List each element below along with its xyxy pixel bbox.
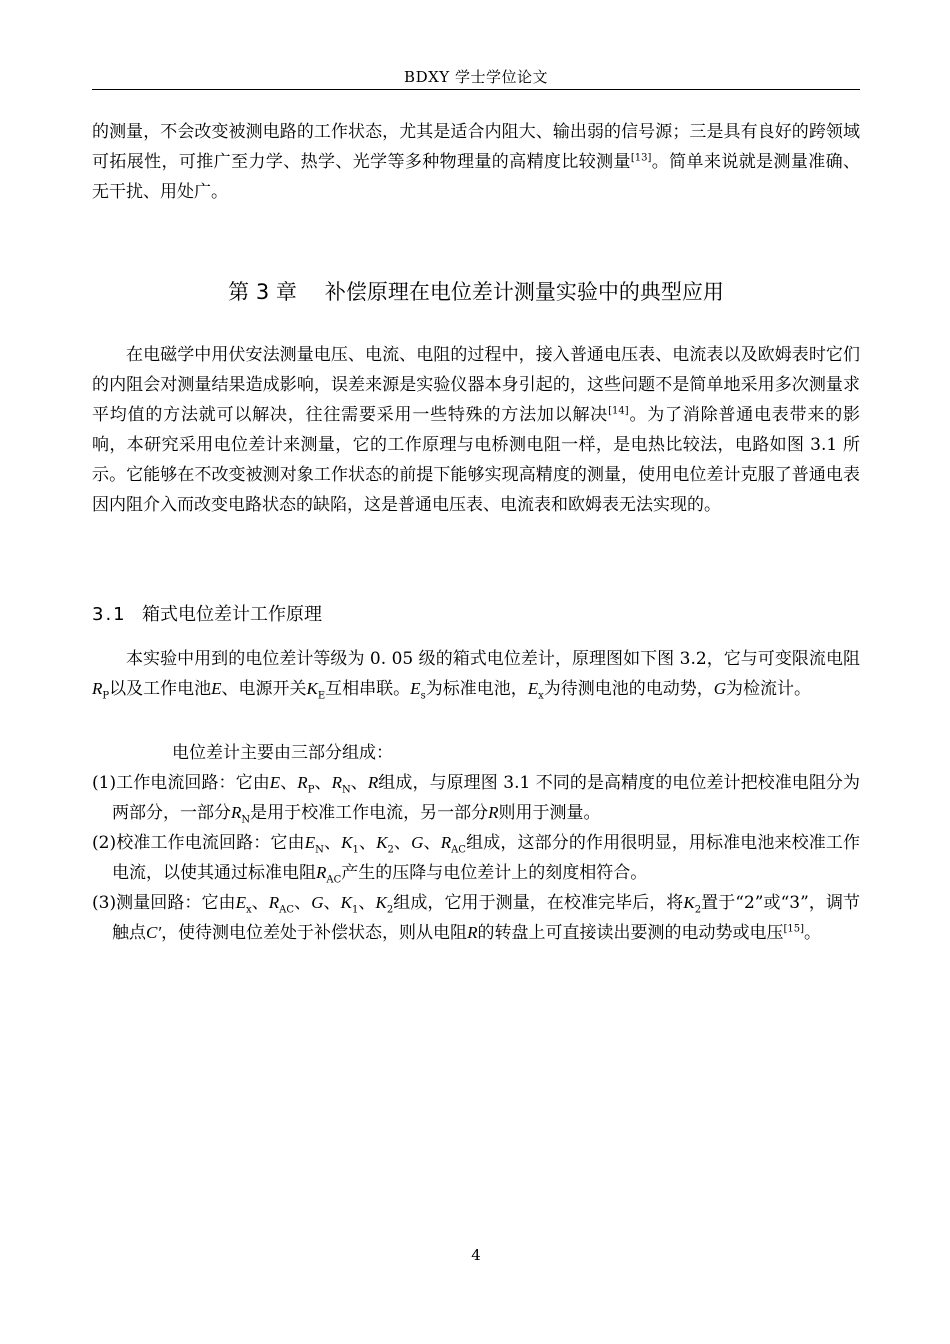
symbol: K [376, 833, 388, 852]
symbol-E: E [211, 679, 222, 698]
separator: 、 [358, 833, 377, 853]
text: 组成，这部分的作用很明显，用标准电池来校准工作电流，以使其通过标准电阻 [112, 833, 861, 883]
subscript: x [246, 904, 252, 916]
separator: 、 [358, 893, 376, 913]
subscript: P [102, 690, 110, 702]
subscript: 1 [352, 844, 359, 856]
symbol: E [269, 773, 281, 792]
symbol: K [341, 833, 353, 852]
symbol: K [683, 893, 695, 912]
chapter-paragraph [92, 340, 860, 520]
symbol: R [488, 803, 499, 822]
symbol: R [367, 773, 379, 792]
citation-14: [14] [608, 405, 629, 417]
text: 产生的压降与电位差计上的刻度相符合。 [341, 863, 648, 883]
running-header: BDXY 学士学位论文 [404, 68, 548, 86]
section-paragraph [92, 644, 860, 704]
subscript: 1 [351, 904, 359, 916]
text: 则用于测量。 [498, 803, 601, 823]
symbol-G: G [713, 679, 727, 698]
component-item-2 [92, 828, 860, 888]
chapter-paragraph-text-end: 。为了消除普通电表带来的影响，本研究采用电位差计来测量，它的工作原理与电桥测电阻一样，是电热比较法，电路如图 3.1 所示。它能够在不改变被测对象工作状态的前提下能够实现高精度的测量，使用电位差计克服了普通电表因内阻介入而改变电路状态的缺陷，这是普通电压表、电流表和欧姆表无法实现的。 [92, 405, 860, 515]
citation-13: [13] [630, 152, 652, 164]
symbol: G [311, 893, 324, 912]
text: 。 [803, 923, 821, 943]
component-item-1 [92, 768, 860, 828]
intro-text-end: 。简单来说就是测量准确、无干扰、用处广。 [92, 152, 861, 202]
symbol: R [467, 923, 478, 942]
symbol-K: K [306, 679, 318, 698]
separator: 、 [323, 833, 342, 853]
section-title: 箱式电位差计工作原理 [142, 604, 322, 625]
symbol: G [411, 833, 424, 852]
symbol-R: R [92, 679, 103, 698]
text: 是用于校准工作电流，另一部分 [250, 803, 489, 823]
separator: 、 [423, 833, 441, 853]
text: 置于“2”或“3”，调节触点 [112, 893, 861, 943]
symbol: R [268, 893, 280, 912]
intro-text: 的测量，不会改变被测电路的工作状态，尤其是适合内阻大、输出弱的信号源；三是具有良好的跨领域可拓展性，可推广至力学、热学、光学等多种物理量的高精度比较测量 [92, 122, 860, 172]
text: 为检流计。 [726, 679, 812, 699]
subscript: 2 [386, 904, 394, 916]
subscript: s [420, 690, 426, 702]
subscript: N [341, 784, 351, 796]
subscript: AC [279, 904, 295, 916]
separator: 、 [314, 773, 332, 793]
separator: 、 [251, 893, 269, 913]
text: (1)工作电流回路：它由 [92, 773, 270, 793]
subscript: x [538, 690, 544, 702]
symbol: K [375, 893, 387, 912]
text: 组成，与原理图 3.1 不同的是高精度的电位差计把校准电阻分为两部分，一部分 [112, 773, 860, 823]
components-lead: 电位差计主要由三部分组成： [172, 743, 393, 763]
section-number: 3.1 [92, 604, 127, 625]
symbol-Es: E [410, 679, 421, 698]
components-list [92, 738, 860, 948]
subscript: N [241, 814, 251, 826]
text: 组成，它用于测量，在校准完毕后，将 [393, 893, 684, 913]
subscript: N [315, 844, 324, 856]
subscript: AC [326, 874, 342, 886]
citation-15: [15] [783, 923, 804, 935]
subscript: E [317, 690, 326, 702]
text: (3)测量回路：它由 [92, 893, 236, 913]
section-heading [92, 600, 322, 626]
chapter-title: 补偿原理在电位差计测量实验中的典型应用 [324, 280, 724, 304]
subscript: AC [451, 844, 466, 856]
text: (2)校准工作电流回路：它由 [92, 833, 305, 853]
subscript: 2 [387, 844, 394, 856]
page-number: 4 [471, 1246, 481, 1264]
text: 为待测电池的电动势， [543, 679, 714, 699]
symbol: R [316, 863, 327, 882]
text: 以及工作电池 [109, 679, 212, 699]
component-item-3 [92, 888, 860, 948]
separator: 、 [323, 893, 341, 913]
chapter-paragraph-text: 在电磁学中用伏安法测量电压、电流、电阻的过程中，接入普通电压表、电流表以及欧姆表时它们的内阻会对测量结果造成影响，误差来源是实验仪器本身引起的，这些问题不是简单地采用多次测量求平均值的方法就可以解决，往往需要采用一些特殊的方法加以解决 [92, 345, 860, 425]
symbol: E [235, 893, 246, 912]
text: 为标准电池， [425, 679, 528, 699]
text: 本实验中用到的电位差计等级为 0. 05 级的箱式电位差计，原理图如下图 3.2，它与可变限流电阻 [126, 649, 860, 669]
text: 互相串联。 [325, 679, 411, 699]
separator: 、 [350, 773, 368, 793]
symbol: R [297, 773, 308, 792]
text: 、电源开关 [221, 679, 307, 699]
separator: 、 [294, 893, 312, 913]
symbol-Ex: E [527, 679, 539, 698]
separator: 、 [393, 833, 412, 853]
symbol: R [231, 803, 242, 822]
symbol: C′ [146, 923, 162, 942]
symbol: K [340, 893, 352, 912]
header-rule [92, 89, 860, 90]
symbol: R [331, 773, 342, 792]
subscript: P [307, 784, 315, 796]
text: 的转盘上可直接读出要测的电动势或电压 [477, 923, 784, 943]
symbol: E [304, 833, 316, 852]
chapter-heading [92, 276, 860, 306]
text: ，使待测电位差处于补偿状态，则从电阻 [161, 923, 468, 943]
subscript: 2 [694, 904, 702, 916]
symbol: R [440, 833, 452, 852]
chapter-number: 第 3 章 [228, 280, 297, 304]
separator: 、 [280, 773, 298, 793]
intro-paragraph [92, 117, 860, 207]
